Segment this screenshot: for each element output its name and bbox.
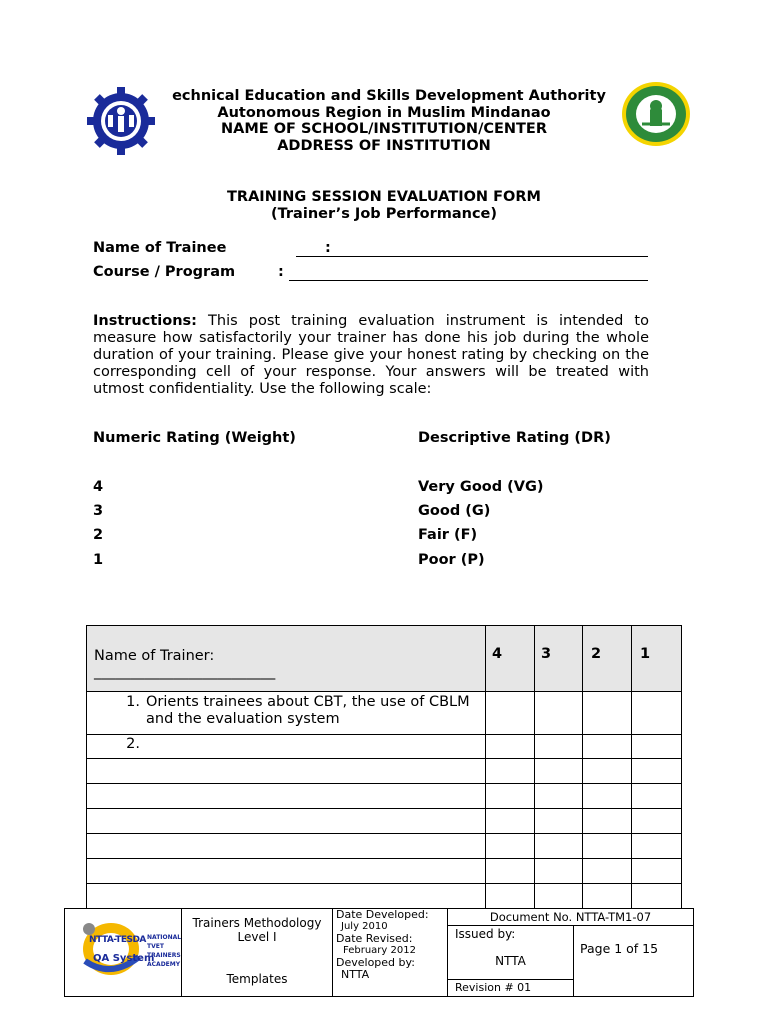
rating-checkbox[interactable]: [486, 834, 535, 859]
ntta-logo: [65, 909, 181, 995]
footer-dates-cell: [333, 909, 448, 997]
rating-header-3: 3: [535, 626, 583, 692]
rating-checkbox[interactable]: [632, 859, 682, 884]
footer-course-cell: [182, 909, 333, 997]
rating-checkbox[interactable]: [486, 784, 535, 809]
table-row: [87, 834, 682, 859]
date-revised: February 2012: [343, 945, 416, 956]
header-region: Autonomous Region in Muslim Mindanao: [217, 105, 551, 121]
footer-logo-cell: [65, 909, 182, 997]
rating-checkbox[interactable]: [583, 784, 632, 809]
rating-header-4: 4: [486, 626, 535, 692]
rating-checkbox[interactable]: [583, 692, 632, 735]
rating-checkbox[interactable]: [535, 859, 583, 884]
rating-checkbox[interactable]: [486, 859, 535, 884]
developed-by: NTTA: [341, 968, 370, 981]
item-cell: [87, 834, 486, 859]
ntta-logo-side-text: NATIONAL TVET TRAINERS ACADEMY: [147, 934, 182, 968]
scale-desc-2: Fair (F): [418, 527, 478, 543]
issued-by-label: Issued by:: [455, 927, 516, 941]
rating-checkbox[interactable]: [632, 784, 682, 809]
rating-checkbox[interactable]: [583, 809, 632, 834]
rating-checkbox[interactable]: [486, 735, 535, 759]
item-2-number: 2.: [126, 736, 140, 752]
rating-checkbox[interactable]: [486, 809, 535, 834]
item-1-text: Orients trainees about CBT, the use of CBLM and the evaluation system: [146, 694, 470, 727]
trainer-name-cell[interactable]: [87, 626, 486, 692]
table-row: [87, 759, 682, 784]
scale-num-2: 2: [93, 527, 104, 543]
date-revised-label: Date Revised:: [336, 932, 413, 945]
date-developed-label: Date Developed:: [336, 908, 429, 921]
rating-checkbox[interactable]: [535, 809, 583, 834]
form-title: TRAINING SESSION EVALUATION FORM: [227, 189, 541, 205]
course-field[interactable]: [289, 280, 648, 281]
ntta-logo-text-1: NTTA-TESDA: [89, 935, 146, 945]
page-number: Page 1 of 15: [580, 941, 659, 956]
item-1-number: 1.: [126, 694, 140, 710]
course-label: Course / Program: [93, 264, 236, 280]
scale-num-3: 3: [93, 503, 104, 519]
rating-checkbox[interactable]: [583, 759, 632, 784]
rating-checkbox[interactable]: [583, 884, 632, 909]
developed-by-label: Developed by:: [336, 956, 415, 969]
table-row: [87, 735, 682, 759]
item-cell: [87, 759, 486, 784]
footer-course-sub: Templates: [226, 972, 288, 986]
table-row: [87, 884, 682, 909]
issued-by: NTTA: [495, 954, 526, 968]
revision-number: Revision # 01: [448, 979, 573, 995]
scale-num-4: 4: [93, 479, 104, 495]
rating-checkbox[interactable]: [632, 834, 682, 859]
header-address: ADDRESS OF INSTITUTION: [277, 138, 491, 154]
item-cell: [87, 884, 486, 909]
descriptive-rating-header: Descriptive Rating (DR): [418, 430, 611, 446]
course-colon: :: [278, 264, 284, 280]
item-cell: [87, 809, 486, 834]
table-row: [87, 809, 682, 834]
rating-checkbox[interactable]: [632, 809, 682, 834]
rating-checkbox[interactable]: [535, 692, 583, 735]
date-developed: July 2010: [341, 921, 388, 932]
rating-header-1: 1: [632, 626, 682, 692]
scale-num-1: 1: [93, 552, 104, 568]
rating-checkbox[interactable]: [535, 759, 583, 784]
header-school: NAME OF SCHOOL/INSTITUTION/CENTER: [220, 121, 548, 137]
instructions-text: This post training evaluation instrument is intended to measure how satisfactorily your trainer has done his job during the whole duration of your training. Please give your honest rating by checking on the corresponding cell of your response. Your answers will be treated with utmost confidentiality. Use the following scale:: [93, 313, 649, 397]
scale-desc-3: Good (G): [418, 503, 491, 519]
rating-checkbox[interactable]: [583, 834, 632, 859]
item-2-cell: [87, 735, 486, 759]
table-row: [87, 859, 682, 884]
rating-checkbox[interactable]: [632, 759, 682, 784]
rating-checkbox[interactable]: [632, 735, 682, 759]
rating-checkbox[interactable]: [632, 692, 682, 735]
footer-table: [64, 908, 694, 997]
rating-checkbox[interactable]: [583, 859, 632, 884]
rating-checkbox[interactable]: [535, 884, 583, 909]
rating-checkbox[interactable]: [583, 735, 632, 759]
rating-checkbox[interactable]: [535, 735, 583, 759]
instructions-label: Instructions:: [93, 313, 197, 329]
document-number: Document No. NTTA-TM1-07: [448, 909, 693, 926]
numeric-rating-header: Numeric Rating (Weight): [93, 430, 296, 446]
rating-checkbox[interactable]: [486, 692, 535, 735]
form-subtitle: (Trainer’s Job Performance): [270, 206, 498, 222]
table-row: [87, 692, 682, 735]
evaluation-table: [86, 625, 682, 909]
header-agency: echnical Education and Skills Development Authority: [172, 88, 606, 104]
trainer-blank: _________________________: [94, 663, 276, 680]
item-cell: [87, 784, 486, 809]
rating-checkbox[interactable]: [486, 759, 535, 784]
rating-checkbox[interactable]: [535, 784, 583, 809]
footer-doc-cell: [448, 909, 694, 997]
trainer-label: Name of Trainer:: [94, 647, 215, 664]
ntta-logo-text-2: QA System: [93, 953, 155, 964]
scale-desc-4: Very Good (VG): [418, 479, 544, 495]
rating-checkbox[interactable]: [632, 884, 682, 909]
footer-course-name: Trainers Methodology Level I: [192, 916, 322, 944]
rating-checkbox[interactable]: [535, 834, 583, 859]
rating-header-2: 2: [583, 626, 632, 692]
trainee-label: Name of Trainee: [93, 240, 227, 256]
trainee-colon: :: [325, 240, 331, 256]
rating-checkbox[interactable]: [486, 884, 535, 909]
instructions: [93, 313, 649, 398]
scale-desc-1: Poor (P): [418, 552, 485, 568]
item-cell: [87, 859, 486, 884]
item-1-cell: [87, 692, 486, 735]
table-row: [87, 784, 682, 809]
trainee-field[interactable]: [296, 256, 648, 257]
